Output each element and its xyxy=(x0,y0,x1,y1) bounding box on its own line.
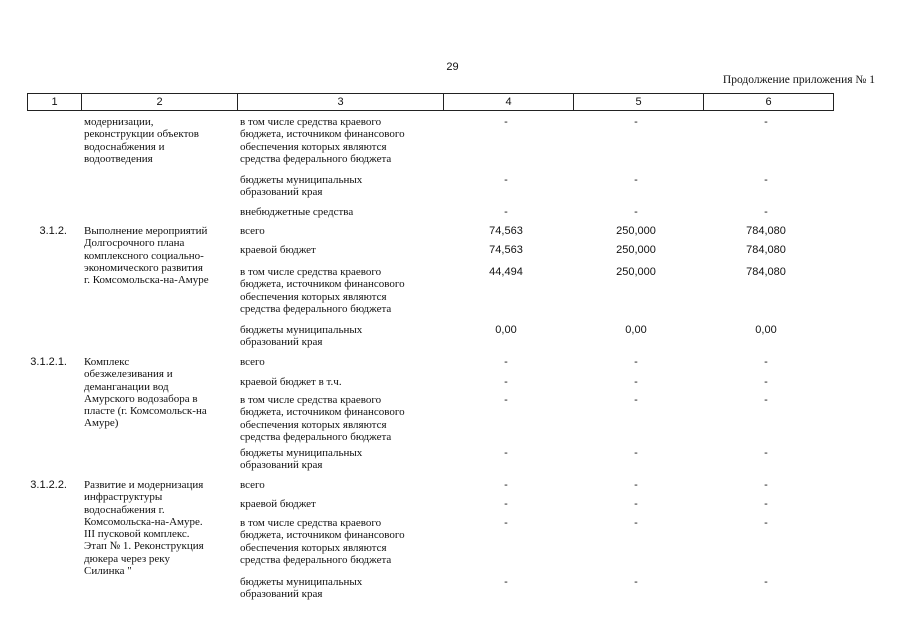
value-col-4: 74,563 xyxy=(489,244,523,256)
funding-source-line: образований края xyxy=(240,588,323,601)
value-col-5: 250,000 xyxy=(616,266,656,278)
value-col-5: 250,000 xyxy=(616,225,656,237)
funding-source-line: образований края xyxy=(240,186,323,199)
funding-source-line: краевой бюджет в т.ч. xyxy=(240,376,342,388)
value-col-4: - xyxy=(504,479,508,491)
value-col-6: 784,080 xyxy=(746,244,786,256)
funding-source-label xyxy=(240,576,362,601)
value-col-6: - xyxy=(764,206,768,218)
funding-source-line: краевой бюджет xyxy=(240,498,316,510)
row-name-line: водоотведения xyxy=(84,152,153,165)
column-header-4: 4 xyxy=(444,94,574,111)
value-col-5: - xyxy=(634,206,638,218)
row-name-line: модернизации, xyxy=(84,116,154,128)
value-col-5: - xyxy=(634,447,638,459)
funding-source-line: в том числе средства краевого xyxy=(240,517,382,529)
value-col-6: - xyxy=(764,174,768,186)
funding-source-line: обеспечения которых являются xyxy=(240,541,387,554)
value-col-6: - xyxy=(764,376,768,388)
value-col-4: 44,494 xyxy=(489,266,523,278)
row-name-line: Долгосрочного плана xyxy=(84,237,185,250)
value-col-6: - xyxy=(764,447,768,459)
row-name xyxy=(84,116,199,165)
value-col-5: - xyxy=(634,394,638,406)
value-col-5: 250,000 xyxy=(616,244,656,256)
funding-source-line: образований края xyxy=(240,459,323,472)
funding-source-label xyxy=(240,324,362,349)
funding-source-line: в том числе средства краевого xyxy=(240,116,382,128)
funding-source-line: бюджета, источником финансового xyxy=(240,529,405,542)
row-name-line: обезжелезивания и xyxy=(84,368,173,381)
funding-source-line: внебюджетные средства xyxy=(240,206,354,218)
column-header-1: 1 xyxy=(28,94,82,111)
funding-source-line: всего xyxy=(240,225,265,237)
value-col-5: - xyxy=(634,479,638,491)
column-header-2: 2 xyxy=(82,94,238,111)
value-col-6: 784,080 xyxy=(746,266,786,278)
value-col-4: - xyxy=(504,517,508,529)
row-name-line: Комсомольска-на-Амуре. xyxy=(84,515,203,528)
row-name xyxy=(84,479,204,577)
row-name-line: пласте (г. Комсомольск-на xyxy=(84,405,207,418)
value-col-5: - xyxy=(634,517,638,529)
value-col-4: - xyxy=(504,498,508,510)
value-col-4: - xyxy=(504,116,508,128)
row-name-line: деманганации вод xyxy=(84,380,169,393)
value-col-6: - xyxy=(764,517,768,529)
value-col-4: 0,00 xyxy=(495,324,517,336)
funding-source-line: бюджета, источником финансового xyxy=(240,278,405,291)
funding-source-label xyxy=(240,266,405,315)
value-col-6: - xyxy=(764,479,768,491)
funding-source-label xyxy=(240,244,316,256)
funding-source-line: бюджета, источником финансового xyxy=(240,406,405,419)
funding-source-line: краевой бюджет xyxy=(240,244,316,256)
funding-source-label xyxy=(240,225,265,237)
funding-source-line: средства федерального бюджета xyxy=(240,152,392,165)
row-name xyxy=(84,225,209,286)
row-name-line: комплексного социально- xyxy=(84,249,204,262)
row-code: 3.1.2.1. xyxy=(30,356,67,368)
value-col-5: - xyxy=(634,498,638,510)
value-col-5: - xyxy=(634,174,638,186)
funding-source-label xyxy=(240,174,362,199)
value-col-5: 0,00 xyxy=(625,324,647,336)
funding-source-line: бюджеты муниципальных xyxy=(240,576,363,588)
funding-source-label xyxy=(240,447,362,472)
funding-source-line: всего xyxy=(240,356,265,368)
funding-source-line: бюджеты муниципальных xyxy=(240,447,363,459)
value-col-6: - xyxy=(764,356,768,368)
row-name-line: инфраструктуры xyxy=(84,491,163,504)
funding-source-label xyxy=(240,206,353,218)
row-name-line: экономического развития xyxy=(84,261,203,274)
column-header-5: 5 xyxy=(574,94,704,111)
value-col-6: - xyxy=(764,394,768,406)
value-col-4: 74,563 xyxy=(489,225,523,237)
row-code: 3.1.2. xyxy=(39,225,67,237)
funding-source-line: обеспечения которых являются xyxy=(240,418,387,431)
row-name-line: Этап № 1. Реконструкция xyxy=(84,540,204,553)
page-number: 29 xyxy=(446,61,459,73)
funding-source-line: средства федерального бюджета xyxy=(240,430,392,443)
funding-source-line: бюджеты муниципальных xyxy=(240,174,363,186)
column-header-row xyxy=(28,94,834,111)
funding-source-label xyxy=(240,517,405,566)
row-name-line: Развитие и модернизация xyxy=(84,479,204,491)
value-col-6: - xyxy=(764,116,768,128)
value-col-4: - xyxy=(504,394,508,406)
funding-source-line: в том числе средства краевого xyxy=(240,266,382,278)
column-header-6: 6 xyxy=(704,94,834,111)
funding-source-line: бюджета, источником финансового xyxy=(240,128,405,141)
value-col-4: - xyxy=(504,174,508,186)
row-name-line: Амуре) xyxy=(84,417,119,430)
column-header-3: 3 xyxy=(238,94,444,111)
value-col-4: - xyxy=(504,356,508,368)
row-name-line: водоснабжения и xyxy=(84,140,165,153)
value-col-4: - xyxy=(504,376,508,388)
row-name-line: Силинка " xyxy=(84,565,132,578)
row-code: 3.1.2.2. xyxy=(30,479,67,491)
row-name-line: водоснабжения г. xyxy=(84,503,165,516)
appendix-note: Продолжение приложения № 1 xyxy=(722,74,875,86)
funding-source-label xyxy=(240,356,265,368)
funding-source-line: обеспечения которых являются xyxy=(240,140,387,153)
funding-source-line: средства федерального бюджета xyxy=(240,553,392,566)
value-col-6: - xyxy=(764,576,768,588)
row-name-line: Амурского водозабора в xyxy=(84,392,198,405)
funding-source-line: средства федерального бюджета xyxy=(240,302,392,315)
funding-source-line: в том числе средства краевого xyxy=(240,394,382,406)
funding-source-label xyxy=(240,479,265,491)
value-col-4: - xyxy=(504,447,508,459)
funding-source-label xyxy=(240,376,342,388)
value-col-4: - xyxy=(504,206,508,218)
value-col-6: - xyxy=(764,498,768,510)
value-col-6: 0,00 xyxy=(755,324,777,336)
funding-source-line: обеспечения которых являются xyxy=(240,290,387,303)
funding-source-label xyxy=(240,498,316,510)
value-col-6: 784,080 xyxy=(746,225,786,237)
row-name-line: реконструкции объектов xyxy=(84,128,199,141)
funding-source-line: образований края xyxy=(240,336,323,349)
value-col-5: - xyxy=(634,116,638,128)
value-col-5: - xyxy=(634,356,638,368)
row-name-line: г. Комсомольска-на-Амуре xyxy=(84,274,209,287)
row-name-line: Комплекс xyxy=(84,356,130,368)
funding-source-label xyxy=(240,116,405,165)
row-name xyxy=(84,356,207,430)
row-name-line: III пусковой комплекс. xyxy=(84,528,190,541)
value-col-5: - xyxy=(634,576,638,588)
row-name-line: дюкера через реку xyxy=(84,552,170,565)
funding-source-line: всего xyxy=(240,479,265,491)
funding-source-label xyxy=(240,394,405,443)
row-name-line: Выполнение мероприятий xyxy=(84,225,208,237)
column-header-table xyxy=(27,93,834,111)
value-col-4: - xyxy=(504,576,508,588)
funding-source-line: бюджеты муниципальных xyxy=(240,324,363,336)
value-col-5: - xyxy=(634,376,638,388)
